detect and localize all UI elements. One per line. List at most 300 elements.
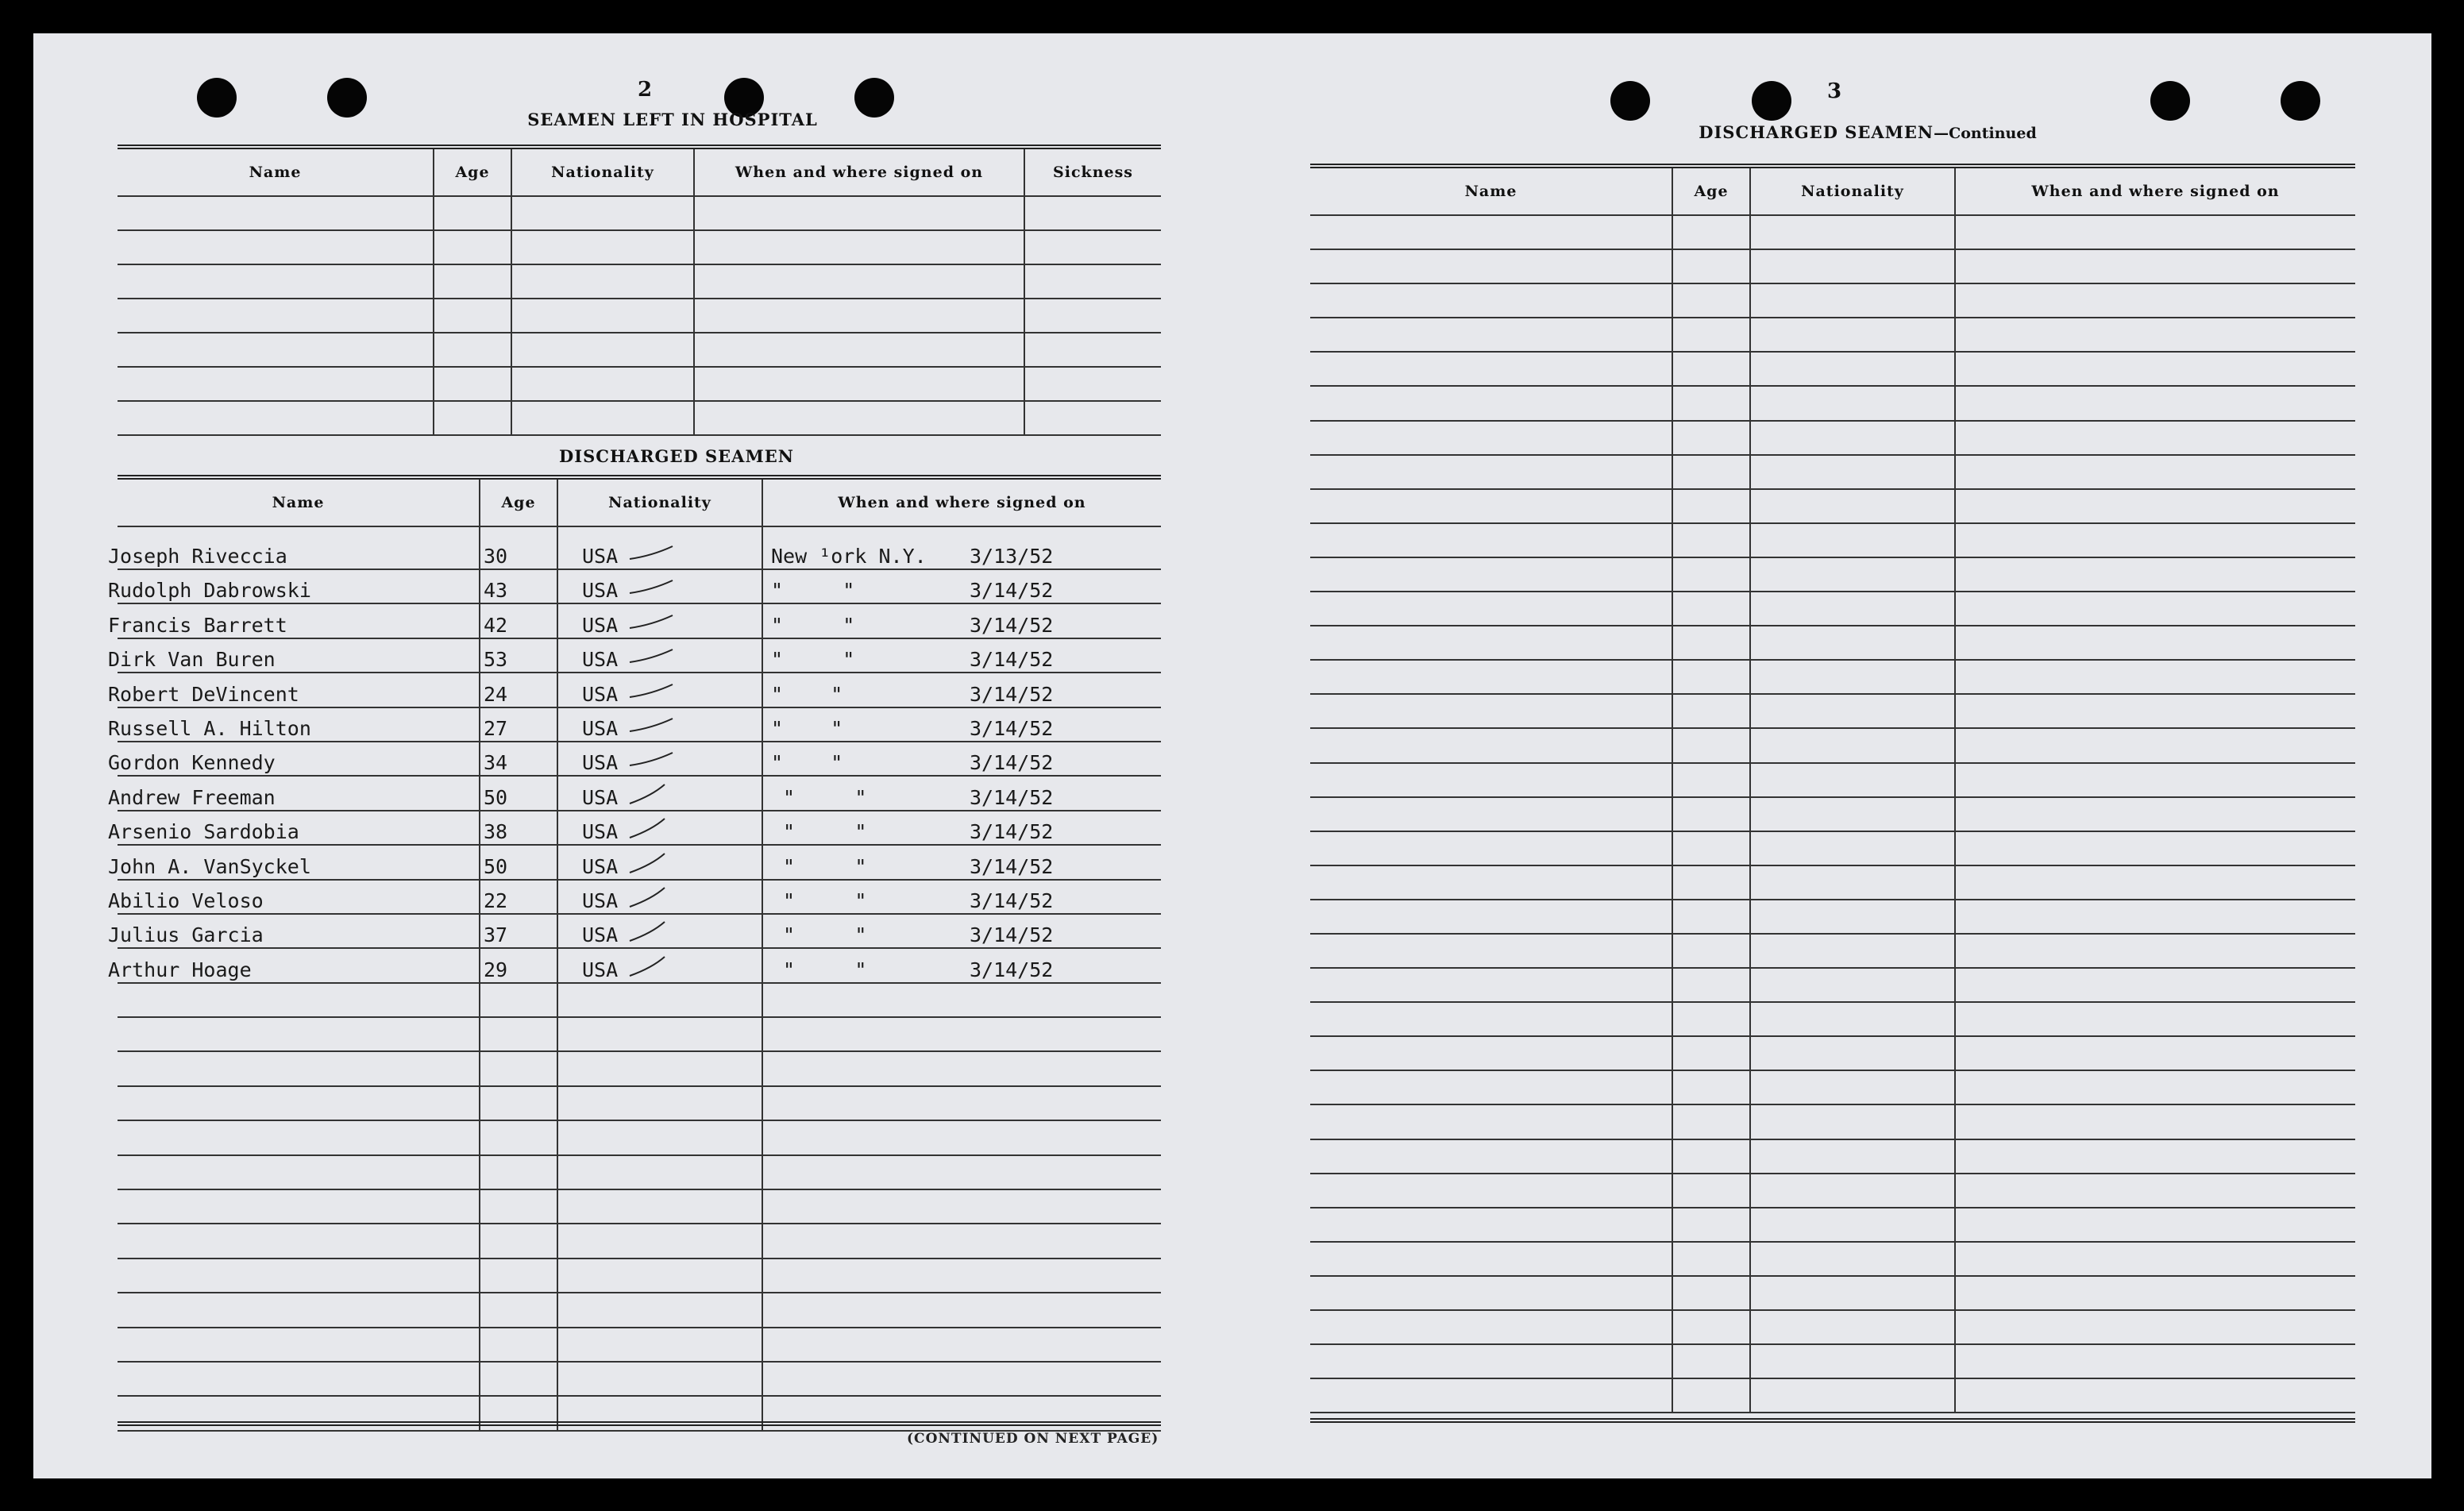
blank-cell [118, 1259, 480, 1293]
blank-cell [1672, 1276, 1750, 1310]
blank-cell [694, 299, 1024, 333]
blank-table-row [1310, 523, 2355, 557]
seaman-nationality-cell [557, 776, 762, 810]
blank-cell [118, 367, 434, 401]
blank-cell [557, 1017, 762, 1051]
blank-cell [434, 401, 511, 435]
discharged-section-title: DISCHARGED SEAMEN [559, 446, 794, 466]
blank-cell [762, 1051, 1161, 1085]
blank-table-row [1310, 421, 2355, 455]
blank-cell [1750, 1276, 1955, 1310]
blank-cell [762, 1259, 1161, 1293]
blank-table-row [1310, 1002, 2355, 1036]
seaman-name: Francis Barrett [108, 603, 470, 638]
blank-cell [1024, 299, 1161, 333]
check-mark-icon [628, 645, 676, 667]
blank-cell [1310, 900, 1672, 934]
signed-on-place: " " [771, 682, 843, 706]
table-row [118, 880, 1161, 914]
column-header-name: Name [1310, 166, 1672, 215]
blank-cell [694, 401, 1024, 435]
blank-cell [1955, 557, 2355, 592]
blank-cell [1750, 1310, 1955, 1344]
blank-cell [1672, 1242, 1750, 1276]
blank-cell [1955, 900, 2355, 934]
blank-cell [1955, 1104, 2355, 1139]
document-sheet [33, 33, 2431, 1478]
blank-cell [1310, 626, 1672, 660]
blank-cell [762, 1224, 1161, 1258]
blank-cell [762, 1189, 1161, 1224]
table-row [118, 526, 1161, 569]
blank-cell [557, 1259, 762, 1293]
signed-on-cell [762, 811, 1161, 845]
check-mark-icon [628, 920, 676, 942]
blank-cell [480, 1328, 557, 1362]
blank-table-row [118, 333, 1161, 367]
blank-cell [480, 1189, 557, 1224]
blank-table-row [1310, 934, 2355, 968]
seaman-nationality-cell [557, 914, 762, 948]
column-header-nationality: Nationality [1750, 166, 1955, 215]
table-row [118, 914, 1161, 948]
blank-cell [1672, 1174, 1750, 1208]
blank-cell [1672, 831, 1750, 865]
blank-cell [1955, 763, 2355, 797]
seaman-nationality: USA [582, 888, 619, 912]
blank-cell [480, 1120, 557, 1154]
seaman-age: 38 [480, 811, 557, 845]
blank-table-row [1310, 283, 2355, 318]
table-row [118, 776, 1161, 810]
seaman-name: Julius Garcia [108, 914, 470, 948]
blank-table-row [1310, 1070, 2355, 1104]
blank-cell [1955, 865, 2355, 900]
blank-cell [1672, 626, 1750, 660]
seaman-age: 53 [480, 638, 557, 673]
blank-table-row [118, 367, 1161, 401]
blank-cell [1310, 865, 1672, 900]
blank-cell [1750, 831, 1955, 865]
blank-cell [511, 333, 694, 367]
blank-cell [1310, 1070, 1672, 1104]
blank-table-row [1310, 626, 2355, 660]
blank-cell [1750, 557, 1955, 592]
blank-cell [1750, 592, 1955, 626]
blank-cell [1310, 1036, 1672, 1070]
signed-on-cell [762, 569, 1161, 603]
blank-cell [1310, 455, 1672, 489]
blank-cell [1955, 660, 2355, 694]
signed-on-place: " " [771, 579, 855, 603]
binder-hole [1752, 81, 1791, 121]
blank-cell [1955, 215, 2355, 249]
blank-table-row [1310, 660, 2355, 694]
blank-table-row [1310, 455, 2355, 489]
blank-cell [762, 1155, 1161, 1189]
blank-cell [1955, 1139, 2355, 1174]
check-mark-icon [628, 852, 676, 874]
continued-title-main: DISCHARGED SEAMEN [1699, 122, 1934, 142]
continued-title-suffix: —Continued [1934, 125, 2037, 142]
blank-cell [1750, 523, 1955, 557]
blank-table-row [1310, 1208, 2355, 1242]
blank-cell [1672, 249, 1750, 283]
blank-cell [1750, 763, 1955, 797]
blank-table-row [1310, 489, 2355, 523]
blank-cell [1310, 1002, 1672, 1036]
signed-on-cell [762, 948, 1161, 982]
table-row [118, 673, 1161, 707]
blank-cell [511, 299, 694, 333]
blank-table-row [118, 1051, 1161, 1085]
discharged-continued-table [1310, 164, 2355, 1413]
blank-cell [1955, 1070, 2355, 1104]
signed-on-place: " " [771, 888, 867, 912]
discharged-seamen-table [108, 475, 1161, 1432]
seaman-age: 24 [480, 673, 557, 707]
seaman-nationality-cell [557, 569, 762, 603]
blank-cell [1310, 694, 1672, 728]
blank-cell [1024, 264, 1161, 299]
blank-cell [1024, 367, 1161, 401]
blank-cell [511, 367, 694, 401]
blank-cell [118, 1155, 480, 1189]
blank-cell [1750, 249, 1955, 283]
blank-cell [1672, 968, 1750, 1002]
blank-cell [480, 983, 557, 1017]
blank-cell [1024, 230, 1161, 264]
blank-table-row [1310, 557, 2355, 592]
blank-cell [1750, 865, 1955, 900]
blank-table-row [1310, 1036, 2355, 1070]
check-mark-icon [628, 714, 676, 736]
blank-table-row [1310, 318, 2355, 352]
signed-on-date: 3/14/52 [970, 682, 1054, 706]
blank-cell [1672, 1070, 1750, 1104]
blank-cell [118, 1017, 480, 1051]
blank-cell [1955, 283, 2355, 318]
continued-section-title [1614, 122, 2122, 142]
blank-cell [1310, 1208, 1672, 1242]
blank-table-row [118, 1362, 1161, 1396]
blank-cell [1955, 694, 2355, 728]
blank-cell [1310, 1242, 1672, 1276]
seaman-nationality: USA [582, 682, 619, 706]
blank-cell [1310, 352, 1672, 386]
blank-cell [1955, 523, 2355, 557]
blank-cell [511, 401, 694, 435]
check-mark-icon [628, 576, 676, 598]
blank-cell [557, 983, 762, 1017]
blank-cell [1672, 660, 1750, 694]
blank-table-row [1310, 1310, 2355, 1344]
seaman-nationality-cell [557, 811, 762, 845]
signed-on-cell [762, 776, 1161, 810]
blank-cell [1310, 1310, 1672, 1344]
blank-cell [1750, 1378, 1955, 1413]
blank-cell [1024, 333, 1161, 367]
blank-cell [557, 1120, 762, 1154]
signed-on-place: New ¹ork N.Y. [771, 545, 927, 568]
blank-cell [1750, 352, 1955, 386]
blank-cell [557, 1328, 762, 1362]
blank-cell [1750, 660, 1955, 694]
blank-cell [1672, 1378, 1750, 1413]
blank-cell [1672, 1310, 1750, 1344]
blank-cell [1672, 352, 1750, 386]
blank-cell [1672, 763, 1750, 797]
blank-cell [434, 196, 511, 230]
blank-cell [118, 401, 434, 435]
seaman-nationality-cell [557, 707, 762, 742]
seaman-age: 42 [480, 603, 557, 638]
seaman-nationality-cell [557, 673, 762, 707]
blank-cell [1750, 1174, 1955, 1208]
continued-footnote: (CONTINUED ON NEXT PAGE) [907, 1431, 1159, 1447]
blank-table-row [118, 230, 1161, 264]
blank-table-row [118, 299, 1161, 333]
blank-table-row [1310, 865, 2355, 900]
signed-on-place: " " [771, 785, 867, 809]
blank-table-row [1310, 728, 2355, 762]
signed-on-date: 3/14/52 [970, 579, 1054, 603]
signed-on-place: " " [771, 648, 855, 672]
blank-cell [1955, 249, 2355, 283]
seaman-nationality: USA [582, 958, 619, 981]
blank-table-row [1310, 1276, 2355, 1310]
signed-on-cell [762, 603, 1161, 638]
blank-cell [1310, 318, 1672, 352]
blank-cell [1310, 660, 1672, 694]
blank-cell [1955, 968, 2355, 1002]
seaman-age: 29 [480, 948, 557, 982]
blank-cell [1955, 592, 2355, 626]
blank-cell [1955, 1036, 2355, 1070]
blank-cell [1955, 1002, 2355, 1036]
blank-cell [1672, 215, 1750, 249]
binder-hole [327, 78, 367, 118]
signed-on-cell [762, 707, 1161, 742]
seaman-nationality: USA [582, 613, 619, 637]
column-header-age: Age [480, 477, 557, 526]
signed-on-date: 3/14/52 [970, 958, 1054, 981]
blank-cell [1750, 934, 1955, 968]
signed-on-place: " " [771, 751, 843, 775]
blank-cell [1672, 421, 1750, 455]
blank-table-row [1310, 352, 2355, 386]
blank-table-row [1310, 249, 2355, 283]
blank-table-row [1310, 1174, 2355, 1208]
seaman-nationality: USA [582, 751, 619, 775]
blank-cell [1672, 797, 1750, 831]
check-mark-icon [628, 886, 676, 908]
column-header-nationality: Nationality [511, 147, 694, 196]
blank-cell [1310, 1378, 1672, 1413]
signed-on-cell [762, 526, 1161, 569]
blank-cell [1672, 1208, 1750, 1242]
blank-cell [434, 333, 511, 367]
blank-cell [1672, 386, 1750, 420]
column-header-name: Name [118, 477, 480, 526]
blank-table-row [118, 983, 1161, 1017]
blank-cell [1310, 421, 1672, 455]
blank-cell [1955, 318, 2355, 352]
seaman-nationality-cell [557, 638, 762, 673]
blank-cell [1750, 1036, 1955, 1070]
seaman-nationality: USA [582, 716, 619, 740]
page-number-left: 2 [637, 78, 653, 102]
seaman-name: Joseph Riveccia [108, 526, 470, 569]
seaman-age: 50 [480, 776, 557, 810]
blank-cell [118, 1086, 480, 1120]
column-header-signed-on: When and where signed on [762, 477, 1161, 526]
blank-cell [557, 1086, 762, 1120]
blank-cell [1310, 283, 1672, 318]
blank-cell [1310, 968, 1672, 1002]
blank-cell [1750, 728, 1955, 762]
blank-cell [511, 196, 694, 230]
seaman-nationality: USA [582, 648, 619, 672]
seaman-nationality: USA [582, 785, 619, 809]
blank-cell [1310, 386, 1672, 420]
seaman-age: 27 [480, 707, 557, 742]
seaman-name: Rudolph Dabrowski [108, 569, 470, 603]
page-number-right: 3 [1826, 79, 1842, 103]
blank-cell [1672, 728, 1750, 762]
blank-cell [694, 264, 1024, 299]
seaman-age: 50 [480, 845, 557, 879]
blank-cell [1750, 968, 1955, 1002]
blank-table-row [1310, 831, 2355, 865]
blank-cell [762, 1293, 1161, 1327]
blank-table-row [1310, 592, 2355, 626]
seaman-age: 37 [480, 914, 557, 948]
signed-on-place: " " [771, 958, 867, 981]
signed-on-date: 3/14/52 [970, 613, 1054, 637]
blank-cell [480, 1259, 557, 1293]
blank-table-row [1310, 797, 2355, 831]
blank-cell [1672, 523, 1750, 557]
blank-cell [511, 264, 694, 299]
blank-cell [1672, 934, 1750, 968]
column-header-signed-on: When and where signed on [694, 147, 1024, 196]
column-header-sickness: Sickness [1024, 147, 1161, 196]
blank-cell [1310, 728, 1672, 762]
blank-cell [1750, 694, 1955, 728]
blank-cell [1672, 694, 1750, 728]
blank-table-row [1310, 694, 2355, 728]
blank-cell [1955, 831, 2355, 865]
signed-on-date: 3/14/52 [970, 785, 1054, 809]
blank-cell [762, 1362, 1161, 1396]
blank-cell [1310, 215, 1672, 249]
blank-cell [1750, 626, 1955, 660]
blank-cell [1310, 1276, 1672, 1310]
blank-cell [694, 230, 1024, 264]
blank-cell [118, 1051, 480, 1085]
blank-cell [694, 196, 1024, 230]
blank-cell [434, 264, 511, 299]
blank-cell [1672, 557, 1750, 592]
signed-on-date: 3/14/52 [970, 820, 1054, 844]
blank-cell [1750, 1139, 1955, 1174]
seaman-nationality-cell [557, 742, 762, 776]
blank-cell [1750, 215, 1955, 249]
binder-hole [2281, 81, 2320, 121]
blank-cell [118, 1293, 480, 1327]
blank-cell [1310, 557, 1672, 592]
blank-cell [1672, 1036, 1750, 1070]
blank-cell [1310, 831, 1672, 865]
hospital-section-title: SEAMEN LEFT IN HOSPITAL [527, 110, 818, 129]
seaman-nationality: USA [582, 854, 619, 878]
seaman-name: Robert DeVincent [108, 673, 470, 707]
blank-table-row [1310, 900, 2355, 934]
signed-on-cell [762, 914, 1161, 948]
blank-cell [1955, 934, 2355, 968]
blank-table-row [118, 1086, 1161, 1120]
blank-cell [557, 1155, 762, 1189]
blank-cell [762, 1120, 1161, 1154]
binder-hole [2150, 81, 2190, 121]
check-mark-icon [628, 783, 676, 805]
signed-on-place: " " [771, 854, 867, 878]
blank-cell [1955, 455, 2355, 489]
table-row [118, 638, 1161, 673]
blank-cell [1955, 386, 2355, 420]
blank-cell [1310, 523, 1672, 557]
signed-on-date: 3/13/52 [970, 545, 1054, 568]
seaman-nationality: USA [582, 545, 619, 568]
blank-cell [1672, 1002, 1750, 1036]
blank-table-row [118, 1189, 1161, 1224]
blank-table-row [118, 1293, 1161, 1327]
blank-cell [1310, 249, 1672, 283]
blank-cell [1750, 318, 1955, 352]
blank-cell [1310, 934, 1672, 968]
hospital-table [118, 145, 1161, 436]
seaman-nationality-cell [557, 948, 762, 982]
seaman-age: 43 [480, 569, 557, 603]
blank-table-row [118, 1224, 1161, 1258]
check-mark-icon [628, 680, 676, 702]
seaman-name: Russell A. Hilton [108, 707, 470, 742]
blank-cell [118, 1362, 480, 1396]
blank-cell [1955, 1276, 2355, 1310]
blank-cell [1955, 1344, 2355, 1378]
blank-cell [118, 983, 480, 1017]
blank-cell [1750, 421, 1955, 455]
blank-cell [1672, 900, 1750, 934]
check-mark-icon [628, 955, 676, 977]
blank-cell [480, 1051, 557, 1085]
signed-on-place: " " [771, 923, 867, 947]
blank-cell [1310, 797, 1672, 831]
seaman-name: John A. VanSyckel [108, 845, 470, 879]
seaman-nationality: USA [582, 820, 619, 844]
blank-cell [118, 1328, 480, 1362]
blank-cell [1310, 1344, 1672, 1378]
blank-cell [480, 1086, 557, 1120]
blank-cell [1310, 592, 1672, 626]
blank-table-row [118, 1259, 1161, 1293]
blank-cell [1955, 421, 2355, 455]
seaman-nationality-cell [557, 603, 762, 638]
blank-cell [1955, 1174, 2355, 1208]
seaman-age: 30 [480, 526, 557, 569]
seaman-name: Arsenio Sardobia [108, 811, 470, 845]
